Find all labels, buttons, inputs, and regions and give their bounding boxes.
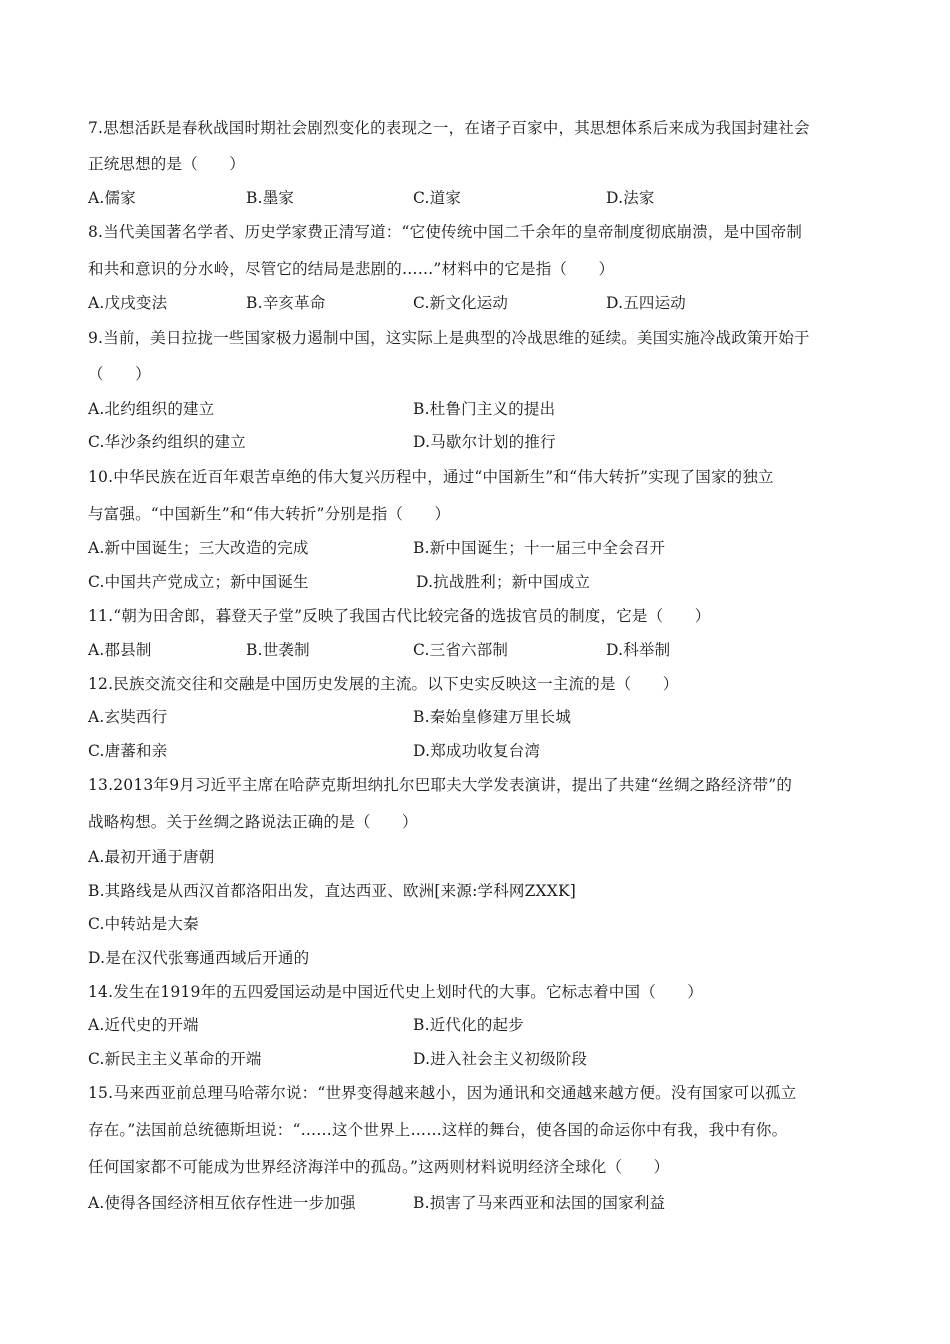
question-10-option-c: C.中国共产党成立；新中国诞生 [88, 573, 309, 591]
question-7-option-a: A.儒家 [88, 189, 136, 207]
question-9-option-a: A.北约组织的建立 [88, 400, 215, 418]
question-15-stem-line-2: 存在。”法国前总统德斯坦说：“……这个世界上……这样的舞台，使各国的命运你中有我，我中有你。 [88, 1121, 788, 1139]
question-12-option-d: D.郑成功收复台湾 [413, 742, 541, 760]
question-7-option-d: D.法家 [606, 189, 655, 207]
question-8-option-b: B.辛亥革命 [246, 294, 326, 312]
question-8-option-d: D.五四运动 [606, 294, 687, 312]
question-15-option-a: A.使得各国经济相互依存性进一步加强 [88, 1194, 356, 1212]
question-7-stem-line-1: 7.思想活跃是春秋战国时期社会剧烈变化的表现之一，在诸子百家中，其思想体系后来成为我国封建社会 [88, 119, 810, 137]
question-15-option-b: B.损害了马来西亚和法国的国家利益 [413, 1194, 666, 1212]
question-12-option-b: B.秦始皇修建万里长城 [413, 708, 572, 726]
question-15-stem-line-1: 15.马来西亚前总理马哈蒂尔说：“世界变得越来越小，因为通讯和交通越来越方便。没有国家可以孤立 [88, 1084, 797, 1102]
question-10-option-d: D.抗战胜利；新中国成立 [416, 573, 591, 591]
question-7-option-c: C.道家 [413, 189, 462, 207]
question-11-option-b: B.世袭制 [246, 641, 310, 659]
question-11-option-a: A.郡县制 [88, 641, 152, 659]
question-9-option-b: B.杜鲁门主义的提出 [413, 400, 556, 418]
question-9-option-d: D.马歇尔计划的推行 [413, 433, 556, 451]
question-8-stem-line-1: 8.当代美国著名学者、历史学家费正清写道：“它使传统中国二千余年的皇帝制度彻底崩溃，是中国帝制 [88, 223, 803, 241]
question-15-stem-line-3: 任何国家都不可能成为世界经济海洋中的孤岛。”这两则材料说明经济全球化（ ） [88, 1158, 670, 1176]
question-13-option-a: A.最初开通于唐朝 [88, 848, 215, 866]
question-9-stem-line-1: 9.当前，美日拉拢一些国家极力遏制中国，这实际上是典型的冷战思维的延续。美国实施冷战政策开始于 [88, 329, 810, 347]
question-10-stem-line-2: 与富强。“中国新生”和“伟大转折”分别是指（ ） [88, 505, 451, 523]
question-13-stem-line-2: 战略构想。关于丝绸之路说法正确的是（ ） [88, 813, 418, 831]
question-14-option-c: C.新民主主义革命的开端 [88, 1050, 262, 1068]
question-14-option-b: B.近代化的起步 [413, 1016, 524, 1034]
question-13-option-b: B.其路线是从西汉首都洛阳出发，直达西亚、欧洲[来源:学科网ZXXK] [88, 882, 577, 900]
question-12-stem: 12.民族交流交往和交融是中国历史发展的主流。以下史实反映这一主流的是（ ） [88, 675, 679, 693]
question-12-option-c: C.唐蕃和亲 [88, 742, 168, 760]
question-9-stem-line-2: （ ） [88, 365, 151, 383]
question-8-stem-line-2: 和共和意识的分水岭，尽管它的结局是悲剧的……”材料中的它是指（ ） [88, 260, 615, 278]
question-9-option-c: C.华沙条约组织的建立 [88, 433, 246, 451]
question-11-option-c: C.三省六部制 [413, 641, 509, 659]
question-10-option-b: B.新中国诞生；十一届三中全会召开 [413, 539, 666, 557]
question-14-option-a: A.近代史的开端 [88, 1016, 199, 1034]
question-10-stem-line-1: 10.中华民族在近百年艰苦卓绝的伟大复兴历程中，通过“中国新生”和“伟大转折”实现了国家的独立 [88, 468, 774, 486]
question-8-option-c: C.新文化运动 [413, 294, 509, 312]
question-14-option-d: D.进入社会主义初级阶段 [413, 1050, 588, 1068]
question-11-option-d: D.科举制 [606, 641, 671, 659]
question-13-option-c: C.中转站是大秦 [88, 915, 199, 933]
question-10-option-a: A.新中国诞生；三大改造的完成 [88, 539, 309, 557]
question-7-option-b: B.墨家 [246, 189, 295, 207]
question-11-stem: 11.“朝为田舍郎，暮登天子堂”反映了我国古代比较完备的选拔官员的制度，它是（ ） [88, 607, 711, 625]
question-8-option-a: A.戊戌变法 [88, 294, 168, 312]
question-13-stem-line-1: 13.2013年9月习近平主席在哈萨克斯坦纳扎尔巴耶夫大学发表演讲，提出了共建“丝绸之路经济带”的 [88, 776, 793, 794]
question-13-option-d: D.是在汉代张骞通西域后开通的 [88, 949, 310, 967]
question-14-stem: 14.发生在1919年的五四爱国运动是中国近代史上划时代的大事。它标志着中国（ ） [88, 983, 703, 1001]
question-12-option-a: A.玄奘西行 [88, 708, 168, 726]
question-7-stem-line-2: 正统思想的是（ ） [88, 155, 246, 173]
